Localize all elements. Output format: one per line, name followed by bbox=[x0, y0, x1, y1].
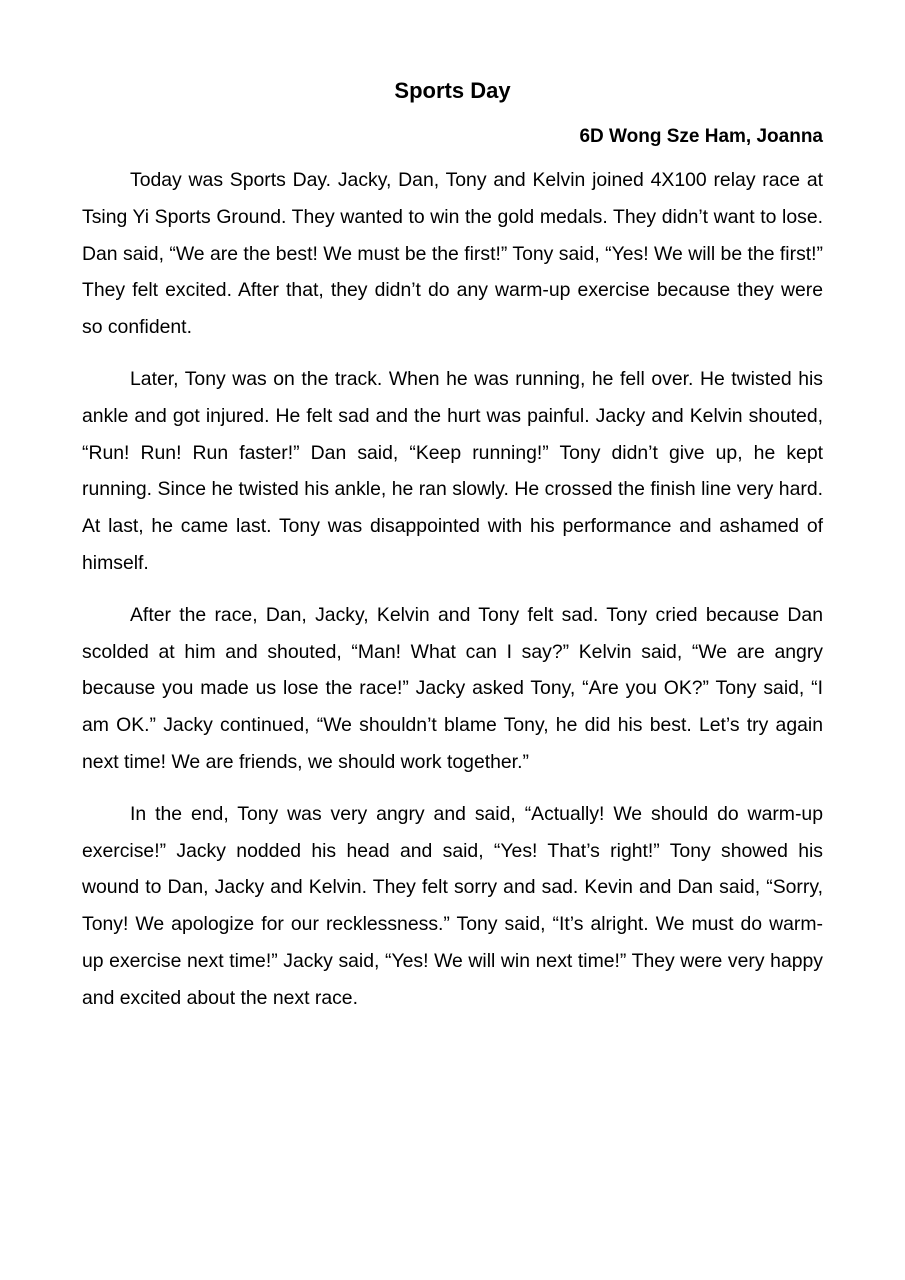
page-title: Sports Day bbox=[394, 78, 511, 103]
paragraph-1: Today was Sports Day. Jacky, Dan, Tony and Kelvin joined 4X100 relay race at Tsing Yi Sports Ground. They wanted to win the gold medals. They didn’t want to lose. Dan said, “We are the best! We must be the first!” Tony said, “Yes! We will be the first!” They felt excited. After that, they didn’t do any warm-up exercise because they were so confident. bbox=[82, 169, 823, 339]
paragraph-3: After the race, Dan, Jacky, Kelvin and Tony felt sad. Tony cried because Dan scolded at him and shouted, “Man! What can I say?” Kelvin said, “We are angry because you made us lose the race!” Jacky asked Tony, “Are you OK?” Tony said, “I am OK.” Jacky continued, “We shouldn’t blame Tony, he did his best. Let’s try again next time! We are friends, we should work together.” bbox=[82, 603, 823, 773]
paragraph-4: In the end, Tony was very angry and said, “Actually! We should do warm-up exercise!” Jacky nodded his head and said, “Yes! That’s right!” Tony showed his wound to Dan, Jacky and Kelvin. They felt sorry and sad. Kevin and Dan said, “Sorry, Tony! We apologize for our recklessness.” Tony said, “It’s alright. We must do warm-up exercise next time!” Jacky said, “Yes! We will win next time!” They were very happy and excited about the next race. bbox=[82, 802, 823, 1009]
author-line: 6D Wong Sze Ham, Joanna bbox=[579, 126, 823, 147]
paragraph-2: Later, Tony was on the track. When he was running, he fell over. He twisted his ankle and got injured. He felt sad and the hurt was painful. Jacky and Kelvin shouted, “Run! Run! Run faster!” Dan said, “Keep running!” Tony didn’t give up, he kept running. Since he twisted his ankle, he ran slowly. He crossed the finish line very hard. At last, he came last. Tony was disappointed with his performance and ashamed of himself. bbox=[82, 367, 823, 574]
essay-body bbox=[82, 162, 823, 1032]
